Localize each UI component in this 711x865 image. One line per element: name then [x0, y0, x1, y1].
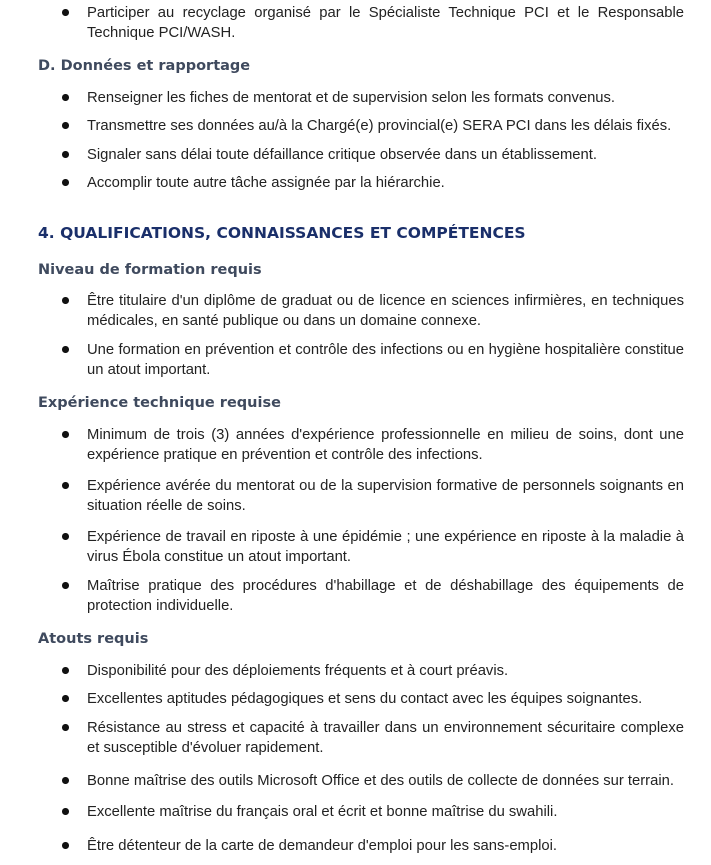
list-item-text: Excellente maîtrise du français oral et écrit et bonne maîtrise du swahili.: [87, 804, 558, 820]
list-item: [62, 527, 684, 567]
list-item: [62, 661, 684, 681]
list-item: [62, 425, 684, 465]
list-item: [62, 340, 684, 380]
bullet-icon: [62, 695, 69, 702]
bullet-icon: [62, 179, 69, 186]
section-d-heading: D. Données et rapportage: [38, 58, 251, 74]
bullet-icon: [62, 533, 69, 540]
bullet-icon: [62, 667, 69, 674]
list-item-text: Accomplir toute autre tâche assignée par la hiérarchie.: [87, 175, 445, 191]
bullet-icon: [62, 9, 69, 16]
list-item-text: Maîtrise pratique des procédures d'habillage et de déshabillage des équipements de protection individuelle.: [87, 578, 684, 614]
list-item: [62, 718, 684, 758]
bullet-icon: [62, 808, 69, 815]
list-item-text: Expérience avérée du mentorat ou de la supervision formative de personnels soignants en situation réelle de soins.: [87, 478, 684, 514]
list-item-text: Être titulaire d'un diplôme de graduat ou de licence en sciences infirmières, en techniques médicales, en santé publique ou dans un domaine connexe.: [87, 293, 684, 329]
bullet-icon: [62, 151, 69, 158]
bullet-icon: [62, 842, 69, 849]
formation-heading: Niveau de formation requis: [38, 262, 262, 278]
list-item-text: Signaler sans délai toute défaillance critique observée dans un établissement.: [87, 147, 597, 163]
bullet-icon: [62, 346, 69, 353]
list-item-text: Transmettre ses données au/à la Chargé(e) provincial(e) SERA PCI dans les délais fixés.: [87, 118, 672, 134]
list-item: [62, 88, 684, 108]
bullet-icon: [62, 724, 69, 731]
list-item: [62, 3, 684, 43]
list-item-text: Bonne maîtrise des outils Microsoft Office et des outils de collecte de données sur terrain.: [87, 773, 674, 789]
list-item: [62, 476, 684, 516]
list-item: [62, 836, 684, 856]
list-item-text: Être détenteur de la carte de demandeur d'emploi pour les sans-emploi.: [87, 838, 558, 854]
bullet-icon: [62, 582, 69, 589]
list-item: [62, 145, 684, 165]
experience-heading: Expérience technique requise: [38, 395, 281, 411]
list-item-text: Expérience de travail en riposte à une épidémie ; une expérience en riposte à la maladie à virus Ébola constitue un atout important.: [87, 529, 684, 565]
list-item: [62, 689, 684, 709]
list-item-text: Résistance au stress et capacité à travailler dans un environnement sécuritaire complexe et susceptible d'évoluer rapidement.: [87, 720, 684, 756]
list-item-text: Disponibilité pour des déploiements fréquents et à court préavis.: [87, 663, 509, 679]
bullet-icon: [62, 297, 69, 304]
bullet-icon: [62, 122, 69, 129]
list-item: [62, 802, 684, 822]
list-item-text: Renseigner les fiches de mentorat et de supervision selon les formats convenus.: [87, 90, 616, 106]
list-item-text: Une formation en prévention et contrôle des infections ou en hygiène hospitalière constitue un atout important.: [87, 342, 684, 378]
bullet-icon: [62, 482, 69, 489]
list-item-text: Participer au recyclage organisé par le Spécialiste Technique PCI et le Responsable Technique PCI/WASH.: [87, 5, 684, 41]
list-item: [62, 116, 684, 136]
list-item: [62, 291, 684, 331]
list-item-text: Excellentes aptitudes pédagogiques et sens du contact avec les équipes soignantes.: [87, 691, 643, 707]
bullet-icon: [62, 94, 69, 101]
atouts-heading: Atouts requis: [38, 631, 149, 647]
list-item-text: Minimum de trois (3) années d'expérience professionnelle en milieu de soins, dont une expérience pratique en prévention et contrôle des infections.: [87, 427, 684, 463]
bullet-icon: [62, 431, 69, 438]
list-item: [62, 173, 684, 193]
section-4-heading: 4. QUALIFICATIONS, CONNAISSANCES ET COMPÉTENCES: [38, 224, 526, 242]
list-item: [62, 771, 684, 791]
list-item: [62, 576, 684, 616]
bullet-icon: [62, 777, 69, 784]
